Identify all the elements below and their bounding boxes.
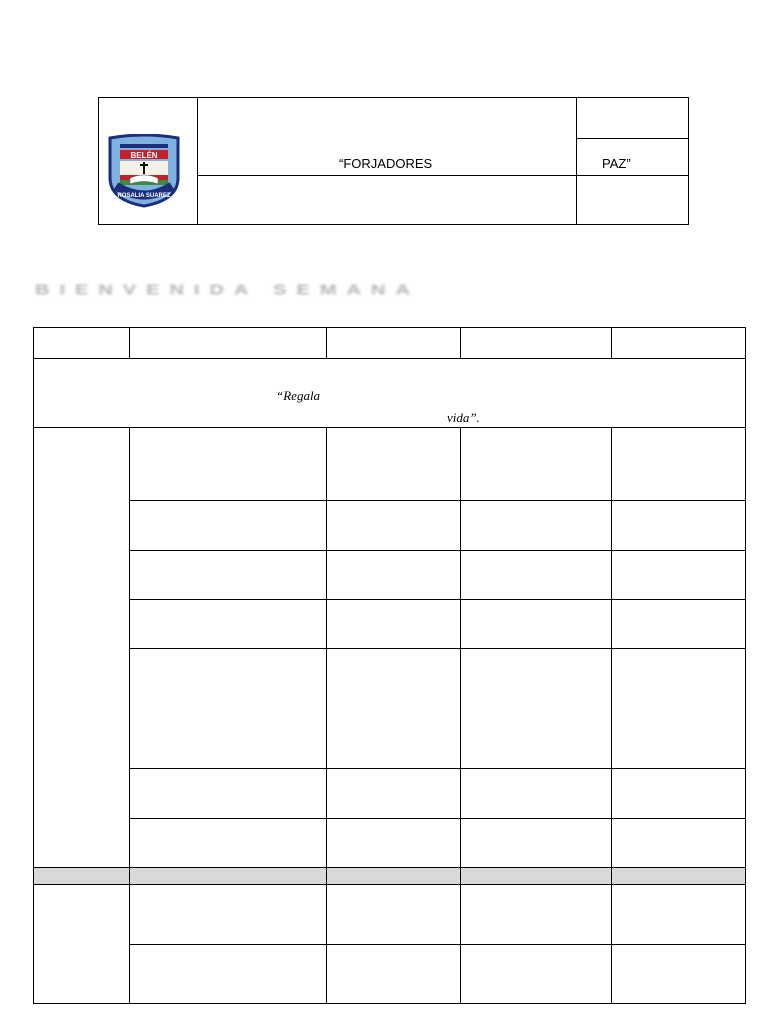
table-col-line	[129, 427, 130, 1004]
table-row-line	[129, 648, 745, 649]
week-banner: BIENVENIDA SEMANA	[35, 281, 420, 298]
table-row-line	[129, 599, 745, 600]
table-row-line	[129, 550, 745, 551]
table-row-line	[129, 944, 745, 945]
table-left-border	[33, 327, 34, 1004]
table-col-line	[611, 427, 612, 1004]
table-col-line	[460, 427, 461, 1004]
table-quote-bottom	[33, 427, 745, 428]
table-separator-row	[33, 867, 745, 884]
quote-end: vida”.	[447, 410, 480, 425]
table-col-line	[129, 327, 130, 358]
table-col-line	[326, 427, 327, 1004]
quote-start: “Regala	[276, 388, 321, 403]
table-row-line	[129, 768, 745, 769]
table-col-line	[326, 327, 327, 358]
table-right-border	[745, 327, 746, 1004]
table-col-line	[460, 327, 461, 358]
table-row-line	[33, 867, 745, 868]
school-name-start: “FORJADORES	[339, 156, 433, 171]
school-name-end: PAZ”	[602, 156, 631, 171]
table-row-line	[129, 818, 745, 819]
table-row-line	[129, 500, 745, 501]
table-top-border	[33, 327, 745, 328]
table-row-line	[33, 884, 745, 885]
table-bottom-border	[33, 1003, 745, 1004]
table-col-line	[611, 327, 612, 358]
table-header-bottom	[33, 358, 745, 359]
logo-bottom-text: ROSALIA SUAREZ	[117, 193, 171, 199]
logo-top-text: BELÉN	[130, 151, 158, 160]
